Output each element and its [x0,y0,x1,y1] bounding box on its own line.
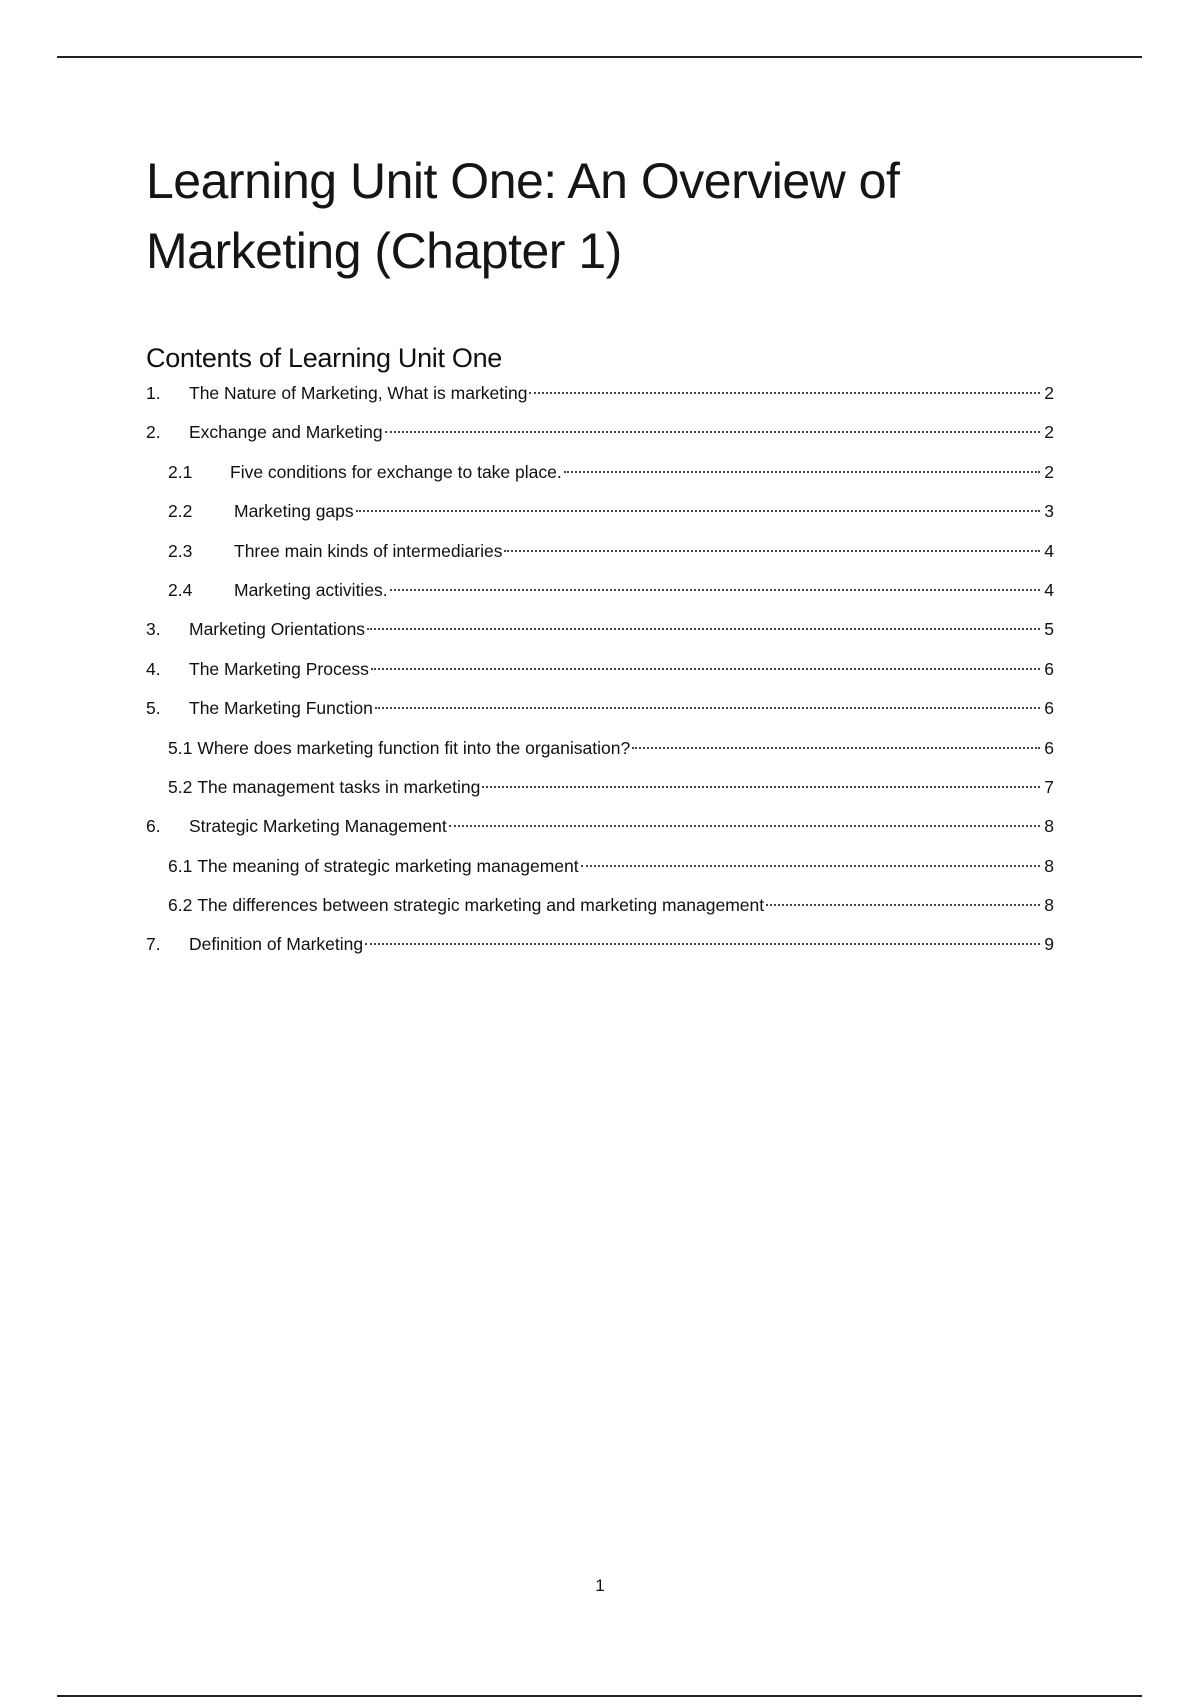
dot-leader [390,589,1040,591]
toc-entry-title: Marketing gaps [234,501,354,522]
toc-entry-number: 6.2 [168,895,193,916]
toc-entry-page: 5 [1044,619,1054,640]
toc-entry-number: 3. [146,619,161,640]
toc-entry-number: 1. [146,383,161,403]
toc-entry-2-2[interactable] [146,496,1054,535]
dot-leader [482,786,1040,788]
page-title: Learning Unit One: An Overview of Marketing (Chapter 1) [146,153,900,279]
toc-entry-2-3[interactable] [146,536,1054,575]
toc-entry-number: 2. [146,422,161,443]
dot-leader [564,471,1040,473]
toc-entry-page: 8 [1044,816,1054,837]
dot-leader [367,628,1040,630]
dot-leader [375,707,1040,709]
toc-entry-number: 2.4 [168,579,193,600]
toc-entry-page: 2 [1044,422,1054,443]
dot-leader [449,825,1040,827]
toc-entry-title: The meaning of strategic marketing management [197,855,579,876]
toc-entry-4[interactable] [146,654,1054,693]
toc-entry-7[interactable] [146,929,1054,968]
dot-leader [504,550,1040,552]
toc-entry-1[interactable] [146,378,1054,417]
toc-entry-number: 7. [146,934,161,955]
dot-leader [766,904,1040,906]
toc-entry-6[interactable] [146,811,1054,850]
toc-entry-2-1[interactable] [146,457,1054,496]
toc-entry-3[interactable] [146,614,1054,653]
footer-rule [57,1695,1142,1697]
contents-heading: Contents of Learning Unit One [146,343,503,373]
toc-entry-number: 6. [146,816,161,837]
toc-entry-page: 4 [1044,540,1054,561]
toc-entry-title: The management tasks in marketing [197,776,481,797]
toc-entry-6-2[interactable] [146,890,1054,929]
toc-entry-page: 6 [1044,658,1054,679]
dot-leader [385,431,1040,433]
toc-entry-title: The Nature of Marketing, What is marketing [189,383,528,403]
toc-entry-number: 5.2 [168,776,193,797]
toc-entry-title: Three main kinds of intermediaries [234,540,503,561]
toc-entry-title: Marketing activities. [234,579,388,600]
page-number: 1 [595,1576,605,1595]
toc-entry-title: Marketing Orientations [189,619,366,640]
table-of-contents [146,378,1054,969]
toc-entry-title: Strategic Marketing Management [189,816,447,837]
dot-leader [365,943,1040,945]
toc-entry-page: 8 [1044,855,1054,876]
toc-entry-title: Exchange and Marketing [189,422,383,443]
toc-entry-title: Five conditions for exchange to take place. [230,461,562,482]
toc-entry-5-1[interactable] [146,733,1054,772]
dot-leader [356,510,1040,512]
toc-entry-number: 5. [146,698,161,719]
toc-entry-page: 6 [1044,737,1054,758]
toc-entry-5-2[interactable] [146,772,1054,811]
toc-entry-title: Definition of Marketing [189,934,364,955]
toc-entry-title: The Marketing Process [189,658,369,679]
toc-entry-page: 6 [1044,698,1054,719]
header-rule [57,56,1142,58]
toc-entry-page: 4 [1044,579,1054,600]
toc-entry-title: The Marketing Function [189,698,373,719]
toc-entry-page: 9 [1044,934,1054,955]
toc-entry-page: 8 [1044,895,1054,916]
dot-leader [632,747,1040,749]
toc-entry-page: 2 [1044,461,1054,482]
toc-entry-number: 6.1 [168,855,193,876]
toc-entry-6-1[interactable] [146,851,1054,890]
toc-entry-number: 2.1 [168,461,193,482]
toc-entry-number: 2.2 [168,501,193,522]
toc-entry-page: 7 [1044,776,1054,797]
toc-entry-number: 2.3 [168,540,193,561]
toc-entry-title: The differences between strategic marketing and marketing management [197,895,765,916]
toc-entry-2[interactable] [146,417,1054,456]
toc-entry-title: Where does marketing function fit into the organisation? [197,737,631,758]
toc-entry-number: 5.1 [168,737,193,758]
toc-entry-page: 3 [1044,501,1054,522]
toc-entry-5[interactable] [146,693,1054,732]
toc-entry-number: 4. [146,658,161,679]
toc-entry-page: 2 [1044,383,1054,403]
toc-entry-2-4[interactable] [146,575,1054,614]
dot-leader [371,668,1040,670]
dot-leader [581,865,1040,867]
dot-leader [529,392,1040,394]
